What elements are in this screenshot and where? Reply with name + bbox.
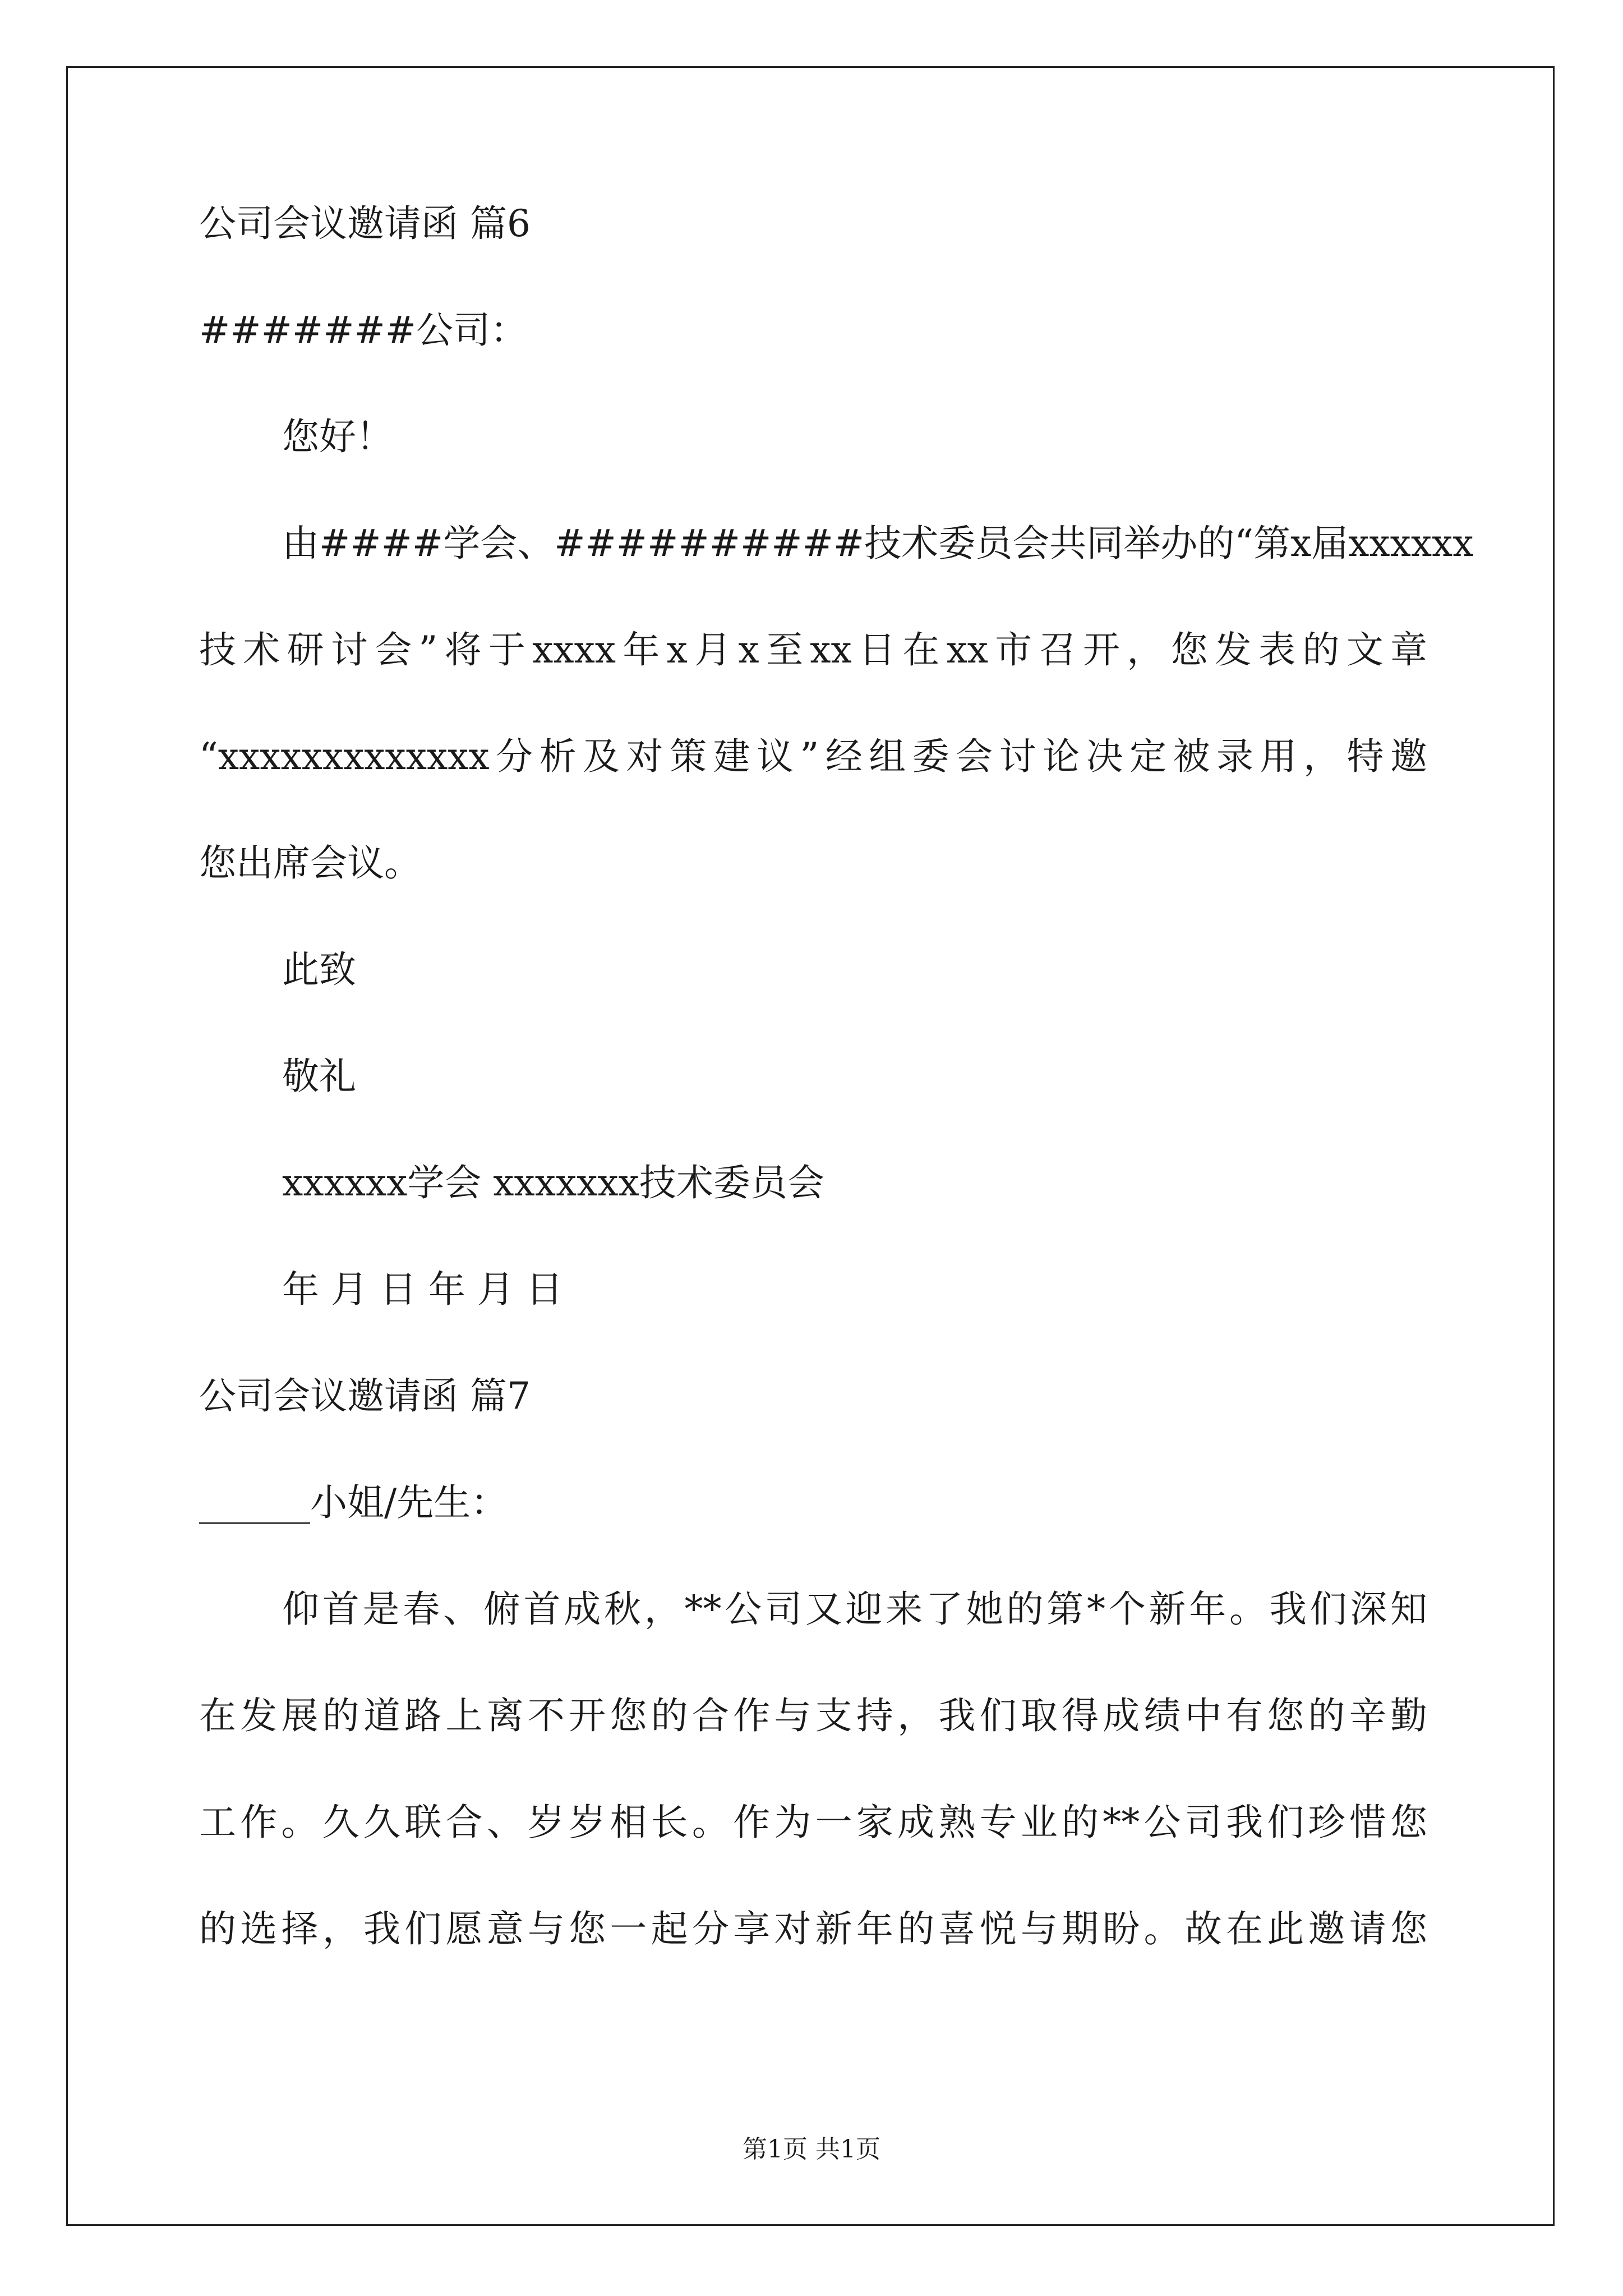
heading-section-6: 公司会议邀请函 篇6 <box>199 202 531 245</box>
date-line: 年 月 日 年 月 日 <box>282 1268 563 1311</box>
signature-line: xxxxxx学会 xxxxxxx技术委员会 <box>282 1161 824 1204</box>
closing-phrase: 此致 <box>282 948 356 991</box>
body-paragraph-line: 您出席会议。 <box>199 841 421 885</box>
greeting: 您好！ <box>282 415 393 458</box>
body-paragraph-line: 在发展的道路上离不开您的合作与支持，我们取得成绩中有您的辛勤 <box>199 1694 1427 1737</box>
body-paragraph-line: 工作。久久联合、岁岁相长。作为一家成熟专业的**公司我们珍惜您 <box>199 1801 1427 1844</box>
document-body <box>199 202 1474 2017</box>
salutation-recipient: ______小姐/先生： <box>199 1481 508 1524</box>
salutation-company: #######公司： <box>199 309 528 352</box>
closing-regards: 敬礼 <box>282 1055 356 1098</box>
heading-section-7: 公司会议邀请函 篇7 <box>199 1374 531 1418</box>
body-paragraph-line: 仰首是春、俯首成秋，**公司又迎来了她的第*个新年。我们深知 <box>282 1588 1427 1631</box>
body-paragraph-line: “xxxxxxxxxxxxx分析及对策建议”经组委会讨论决定被录用，特邀 <box>199 735 1427 778</box>
page-footer: 第1页 共1页 <box>743 2135 880 2164</box>
body-paragraph-line: 的选择，我们愿意与您一起分享对新年的喜悦与期盼。故在此邀请您 <box>199 1907 1427 1950</box>
body-paragraph-line: 由####学会、##########技术委员会共同举办的“第x届xxxxxx <box>282 522 1474 565</box>
body-paragraph-line: 技术研讨会”将于xxxx年x月x至xx日在xx市召开，您发表的文章 <box>199 628 1427 671</box>
